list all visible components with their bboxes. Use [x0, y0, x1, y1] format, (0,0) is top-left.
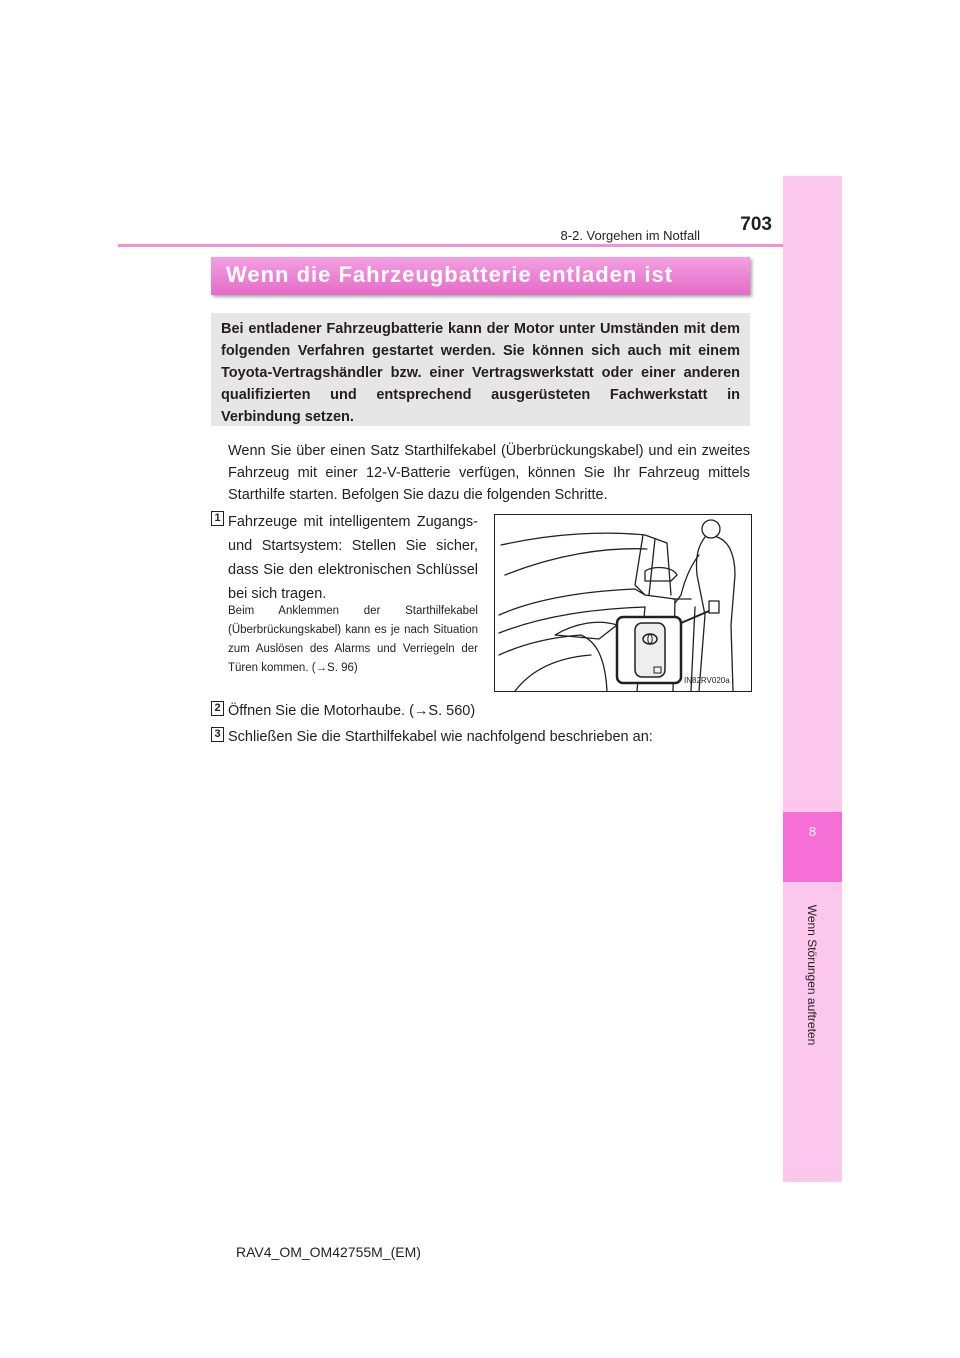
chapter-tab-accent: [783, 812, 842, 882]
step-3-text: Schließen Sie die Starthilfekabel wie nachfolgend beschrieben an:: [228, 729, 653, 745]
document-code: RAV4_OM_OM42755M_(EM): [236, 1244, 421, 1260]
page-number: 703: [740, 214, 772, 235]
intro-text: Bei entladener Fahrzeugbatterie kann der Motor unter Umständen mit dem folgenden Verfahren gestartet werden. Sie können sich auch mit einem Toyota-Vertragshändler bzw. einer Vertragswerkstatt oder einer anderen qualifizierten und entsprechend ausgerüsteten Fachwerkstatt in Verbindung setzen.: [221, 321, 740, 425]
illustration-code: IN82RV020a: [684, 676, 730, 685]
step-1-text: Fahrzeuge mit intelligentem Zugangs- und Startsystem: Stellen Sie sicher, dass Sie den elektronischen Schlüssel bei sich tragen.: [228, 514, 478, 602]
body-paragraph: Wenn Sie über einen Satz Starthilfekabel (Überbrückungskabel) und ein zweites Fahrzeug mit einer 12-V-Batterie verfügen, können Sie Ihr Fahrzeug mittels Starthilfe starten. Befolgen Sie dazu die folgenden Schritte.: [228, 443, 750, 503]
chapter-number: 8: [808, 824, 817, 839]
car-door-illustration: [494, 514, 752, 692]
step-badge-1: 1: [211, 511, 224, 526]
header-rule: [118, 244, 783, 247]
person-with-smart-key-icon: [495, 515, 751, 691]
chapter-title: Wenn Störungen auftreten: [805, 904, 819, 1046]
section-title: 8-2. Vorgehen im Notfall: [560, 228, 700, 243]
step-badge-2: 2: [211, 701, 224, 716]
step-badge-3: 3: [211, 727, 224, 742]
step-2-text: Öffnen Sie die Motorhaube. (→S. 560): [228, 703, 476, 719]
step-1-note: Beim Anklemmen der Starthilfekabel (Überbrückungskabel) kann es je nach Situation zum Auslösen des Alarms und Verriegeln der Türen kommen. (→S. 96): [228, 605, 478, 674]
page-title: Wenn die Fahrzeugbatterie entladen ist: [226, 262, 674, 287]
